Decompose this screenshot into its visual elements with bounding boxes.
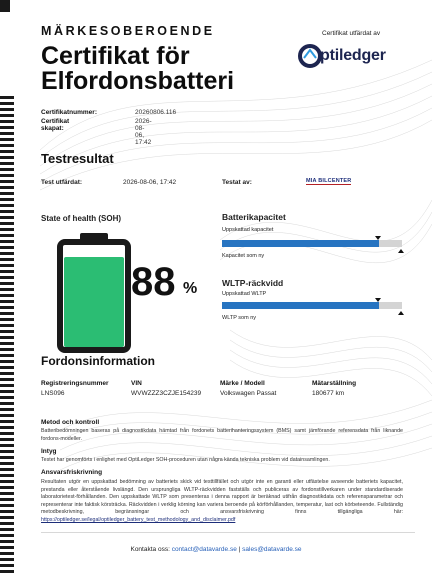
title-line-1: Certifikat för bbox=[41, 42, 190, 70]
odometer-label: Mätarställning bbox=[312, 380, 357, 387]
vehicle-heading: Fordonsinformation bbox=[41, 354, 155, 368]
certificate-number-value: 20260806.116 bbox=[135, 109, 177, 116]
sales-email-link[interactable]: sales@datavarde.se bbox=[242, 546, 302, 553]
wltp-new-label: WLTP som ny bbox=[222, 315, 257, 321]
title-line-2: Elfordonsbatteri bbox=[41, 67, 235, 95]
page-title bbox=[41, 44, 234, 94]
capacity-new-label: Kapacitet som ny bbox=[222, 253, 265, 259]
footer-divider bbox=[41, 532, 415, 533]
wltp-bar-fill bbox=[222, 302, 379, 309]
wltp-estimated-label: Uppskattad WLTP bbox=[222, 291, 267, 297]
stripe-accent bbox=[0, 0, 10, 12]
method-text: Batteribedömningen baseras på diagnostikdata hämtad från fordonets batterihanteringssystem (BMS) samt jämförande referensdata från liknande fordons-modeller. bbox=[41, 428, 403, 442]
capacity-bar bbox=[222, 240, 402, 247]
contact-label: Kontakta oss: bbox=[130, 546, 170, 553]
wltp-marker-up bbox=[398, 311, 404, 315]
liability-text: Resultaten utgör en uppskattad bedömning av batteriets skick vid testtillfället och utgör inte en garanti eller utfästelse avseende batteriets kapacitet, prestanda eller återstående livslängd. Den ursprungliga WLTP-räckvidden fastställs och publiceras av fordonstillverkaren under standardiserade laboratorietest-förhållanden. Den uppskattade WLTP som presenteras i denna rapport är beräknad utifrån diagnostikdata och referensparametrar och representerar inte faktisk körsträcka. Räckvidden i verklig körning kan variera beroende på körförhållanden, temperatur, last och körbeteende. Fullständig metodbeskrivning, begränsningar och ansvarsfriskrivning finns tillgängliga här: bbox=[41, 479, 403, 516]
model-value: Volkswagen Passat bbox=[220, 390, 277, 397]
intyg-text: Testet har genomförts i enlighet med OptiLedger SOH-proceduren utan några kända tekniska problem vid datainsamlingen. bbox=[41, 457, 330, 463]
odometer-value: 180677 km bbox=[312, 390, 345, 397]
soh-unit: % bbox=[183, 280, 198, 297]
capacity-marker-up bbox=[398, 249, 404, 253]
vin-value: WVWZZZ3CZJE154239 bbox=[131, 390, 202, 397]
intyg-heading: Intyg bbox=[41, 448, 57, 455]
reg-label: Registreringsnummer bbox=[41, 380, 109, 387]
vin-label: VIN bbox=[131, 380, 142, 387]
issuer-label: Certifikat utfärdat av bbox=[322, 30, 381, 37]
brand-line: MÄRKESOBEROENDE bbox=[41, 24, 215, 38]
certificate-created-label: Certifikat skapat: bbox=[41, 118, 70, 132]
wltp-bar bbox=[222, 302, 402, 309]
soh-label: State of health (SOH) bbox=[41, 214, 122, 223]
soh-value: 88 bbox=[131, 260, 176, 304]
liability-paragraph bbox=[41, 479, 403, 525]
test-date-value: 2026-08-06, 17:42 bbox=[123, 179, 177, 186]
disclaimer-link[interactable]: https://optiledger.se/legal/optiledger_battery_test_methodology_and_disclaimer.pdf bbox=[41, 516, 236, 523]
model-label: Märke / Modell bbox=[220, 380, 265, 387]
capacity-estimated-label: Uppskattad kapacitet bbox=[222, 227, 274, 233]
mia-bilcenter-logo: MIA BILCENTER bbox=[306, 178, 352, 184]
test-date-label: Test utfärdat: bbox=[41, 179, 83, 186]
certificate-number-label: Certifikatnummer: bbox=[41, 109, 97, 116]
wltp-heading: WLTP-räckvidd bbox=[222, 278, 284, 288]
results-heading: Testresultat bbox=[41, 151, 114, 166]
capacity-heading: Batterikapacitet bbox=[222, 212, 286, 222]
battery-fill-level bbox=[64, 257, 124, 347]
footer-separator: | bbox=[236, 546, 243, 553]
left-stripe-bar bbox=[0, 96, 14, 575]
capacity-bar-fill bbox=[222, 240, 379, 247]
certificate-created-value: 2026-08-06, 17:42 bbox=[135, 118, 152, 146]
method-heading: Metod och kontroll bbox=[41, 419, 100, 426]
reg-value: LNS096 bbox=[41, 390, 65, 397]
tested-by-label: Testat av: bbox=[222, 179, 252, 186]
footer bbox=[0, 546, 432, 553]
contact-email-link[interactable]: contact@datavarde.se bbox=[171, 546, 237, 553]
issuer-logo-text: ptiledger bbox=[320, 47, 386, 64]
liability-heading: Ansvarsfriskrivning bbox=[41, 469, 103, 476]
